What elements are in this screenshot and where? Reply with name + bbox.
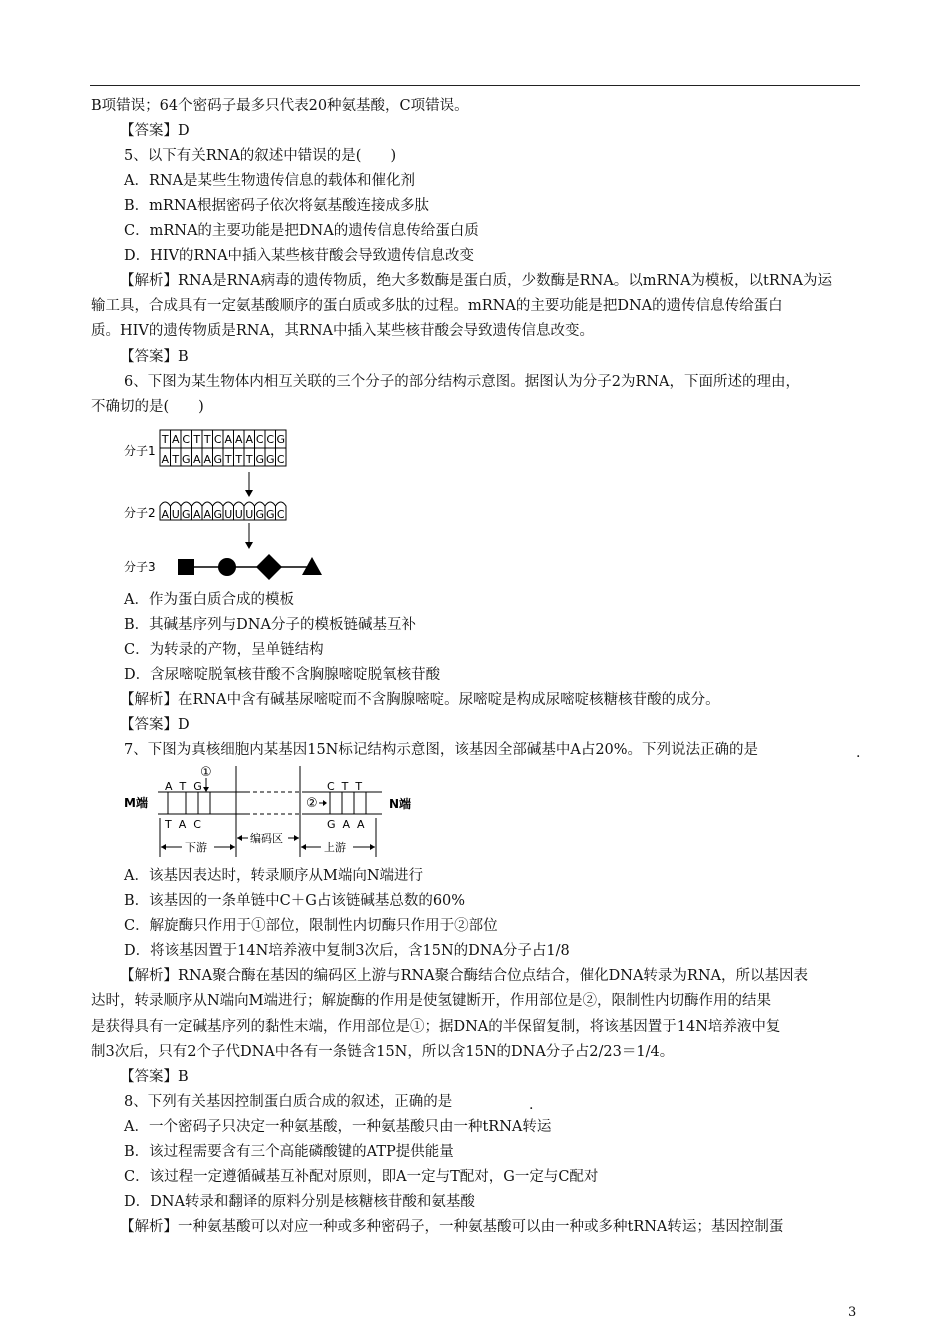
dna-top-base: A	[171, 433, 180, 446]
right-top-bases: C T T	[327, 780, 363, 793]
option-d: D．DNA转录和翻译的原料分别是核糖核苷酸和氨基酸	[124, 1194, 475, 1210]
rna-base: A	[203, 508, 212, 521]
left-top-bases: A T G	[165, 780, 202, 793]
option-b: B．其碱基序列与DNA分子的模板链碱基互补	[124, 617, 416, 633]
rna-base: U	[171, 508, 180, 521]
rna-strand	[160, 502, 286, 521]
dna-bottom-base: G	[213, 453, 223, 466]
upstream-label: 上游	[324, 841, 346, 854]
circle-amino-acid	[218, 558, 236, 576]
molecule-3-label: 分子3	[124, 560, 156, 574]
rna-base: U	[245, 508, 254, 521]
molecule-figure	[120, 420, 360, 585]
option-d: D．HIV的RNA中插入某些核苷酸会导致遗传信息改变	[124, 248, 475, 264]
analysis-line: 质。HIV的遗传物质是RNA，其RNA中插入某些核苷酸会导致遗传信息改变。	[91, 323, 594, 339]
n-end-label: N端	[389, 797, 412, 811]
analysis-line: 输工具，合成具有一定氨基酸顺序的蛋白质或多肽的过程。mRNA的主要功能是把DNA的遗传信息传给蛋白	[91, 298, 783, 314]
dna-bottom-base: C	[276, 453, 285, 466]
rna-base: G	[213, 508, 223, 521]
answer-line: 【答案】B	[120, 1069, 189, 1085]
option-d: D．将该基因置于14N培养液中复制3次后，含15N的DNA分子占1/8	[124, 943, 570, 959]
dna-bottom-base: A	[192, 453, 201, 466]
coding-label: 编码区	[250, 832, 283, 845]
dna-bottom-base: G	[255, 453, 265, 466]
option-b: B．该基因的一条单链中C＋G占该链碱基总数的60%	[124, 893, 466, 909]
dna-bottom-base: A	[161, 453, 170, 466]
analysis-line: 【解析】在RNA中含有碱基尿嘧啶而不含胸腺嘧啶。尿嘧啶是构成尿嘧啶核糖核苷酸的成分。	[120, 692, 720, 708]
analysis-line: 【解析】RNA聚合酶在基因的编码区上游与RNA聚合酶结合位点结合，催化DNA转录为RNA，所以基因表	[120, 968, 809, 984]
question-6-cont: 不确切的是( )	[91, 399, 204, 415]
dna-bottom-base: T	[235, 453, 243, 466]
dna-top-base: C	[182, 433, 191, 446]
option-d: D．含尿嘧啶脱氧核苷酸不含胸腺嘧啶脱氧核苷酸	[124, 667, 441, 683]
arrow-head	[245, 542, 253, 549]
option-a: A．一个密码子只决定一种氨基酸，一种氨基酸只由一种tRNA转运	[124, 1119, 552, 1135]
dna-top-base: C	[266, 433, 275, 446]
dna-bottom-base: T	[172, 453, 180, 466]
left-bottom-bases: T A C	[165, 818, 201, 831]
rna-base: G	[255, 508, 265, 521]
question-6: 6、下图为某生物体内相互关联的三个分子的部分结构示意图。据图认为分子2为RNA，下面所述的理由，	[124, 374, 801, 390]
triangle-amino-acid	[302, 557, 322, 575]
dna-top-base: G	[276, 433, 286, 446]
dna-bottom-base: G	[181, 453, 191, 466]
question-8: 8、下列有关基因控制蛋白质合成的叙述，正确的是	[124, 1094, 453, 1110]
analysis-line: 制3次后，只有2个子代DNA中各有一条链含15N，所以含15N的DNA分子占2/23＝1/4。	[91, 1044, 675, 1060]
gene-figure	[120, 762, 440, 860]
dna-top-base: A	[245, 433, 254, 446]
option-c: C．为转录的产物，呈单链结构	[124, 642, 324, 658]
question-7: 7、下图为真核细胞内某基因15N标记结构示意图，该基因全部碱基中A占20%。下列说法正确的是	[124, 742, 759, 758]
dna-bottom-base: G	[265, 453, 275, 466]
dna-top-base: C	[255, 433, 264, 446]
dna-top-base: A	[234, 433, 243, 446]
answer-line: 【答案】D	[120, 123, 190, 139]
stray-mark: .	[529, 1097, 534, 1113]
option-c: C．解旋酶只作用于①部位，限制性内切酶只作用于②部位	[124, 918, 498, 934]
option-a: A．该基因表达时，转录顺序从M端向N端进行	[124, 868, 424, 884]
option-a: A．RNA是某些生物遗传信息的载体和催化剂	[124, 173, 416, 189]
dna-top-base: T	[161, 433, 169, 446]
m-end-label: M端	[124, 796, 148, 810]
rna-base: A	[192, 508, 201, 521]
rna-base: C	[276, 508, 285, 521]
analysis-line: 【解析】一种氨基酸可以对应一种或多种密码子，一种氨基酸可以由一种或多种tRNA转运；基因控制蛋	[120, 1219, 784, 1235]
base-pair-lines	[168, 792, 366, 814]
dna-top-base: C	[213, 433, 222, 446]
option-b: B．该过程需要含有三个高能磷酸键的ATP提供能量	[124, 1144, 454, 1160]
arrow-head	[245, 490, 253, 497]
molecule-1-label: 分子1	[124, 444, 156, 458]
mark-1: ①	[200, 765, 212, 780]
dna-double-strand	[160, 430, 286, 466]
answer-line: 【答案】B	[120, 349, 189, 365]
dna-bottom-base: A	[203, 453, 212, 466]
analysis-line: 是获得具有一定碱基序列的黏性末端，作用部位是①；据DNA的半保留复制，将该基因置于14N培养液中复	[91, 1019, 781, 1035]
dna-top-base: T	[193, 433, 201, 446]
option-c: C．该过程一定遵循碱基互补配对原则，即A一定与T配对，G一定与C配对	[124, 1169, 599, 1185]
mark-2: ②	[306, 796, 318, 811]
option-c: C．mRNA的主要功能是把DNA的遗传信息传给蛋白质	[124, 223, 479, 239]
question-5: 5、以下有关RNA的叙述中错误的是( )	[124, 148, 397, 164]
dna-bottom-base: T	[245, 453, 253, 466]
square-amino-acid	[178, 559, 194, 575]
downstream-label: 下游	[185, 841, 207, 854]
text-line: B项错误；64个密码子最多只代表20种氨基酸，C项错误。	[91, 98, 469, 114]
right-bottom-bases: G A A	[327, 818, 365, 831]
page-number: 3	[848, 1305, 857, 1320]
molecule-2-label: 分子2	[124, 506, 156, 520]
stray-mark: .	[856, 745, 861, 761]
header-rule	[90, 85, 860, 86]
rna-base: U	[234, 508, 243, 521]
option-b: B．mRNA根据密码子依次将氨基酸连接成多肽	[124, 198, 429, 214]
rna-base: A	[161, 508, 170, 521]
dna-top-base: A	[224, 433, 233, 446]
rna-base: G	[181, 508, 191, 521]
analysis-line: 【解析】RNA是RNA病毒的遗传物质，绝大多数酶是蛋白质，少数酶是RNA。以mRNA为模板，以tRNA为运	[120, 273, 832, 289]
dna-bottom-base: T	[224, 453, 232, 466]
analysis-line: 达时，转录顺序从N端向M端进行；解旋酶的作用是使氢键断开，作用部位是②，限制性内切酶作用的结果	[91, 993, 772, 1009]
diamond-amino-acid	[256, 554, 282, 580]
option-a: A．作为蛋白质合成的模板	[124, 592, 294, 608]
rna-base: G	[265, 508, 275, 521]
answer-line: 【答案】D	[120, 717, 190, 733]
rna-base: U	[224, 508, 233, 521]
dna-top-base: T	[203, 433, 211, 446]
